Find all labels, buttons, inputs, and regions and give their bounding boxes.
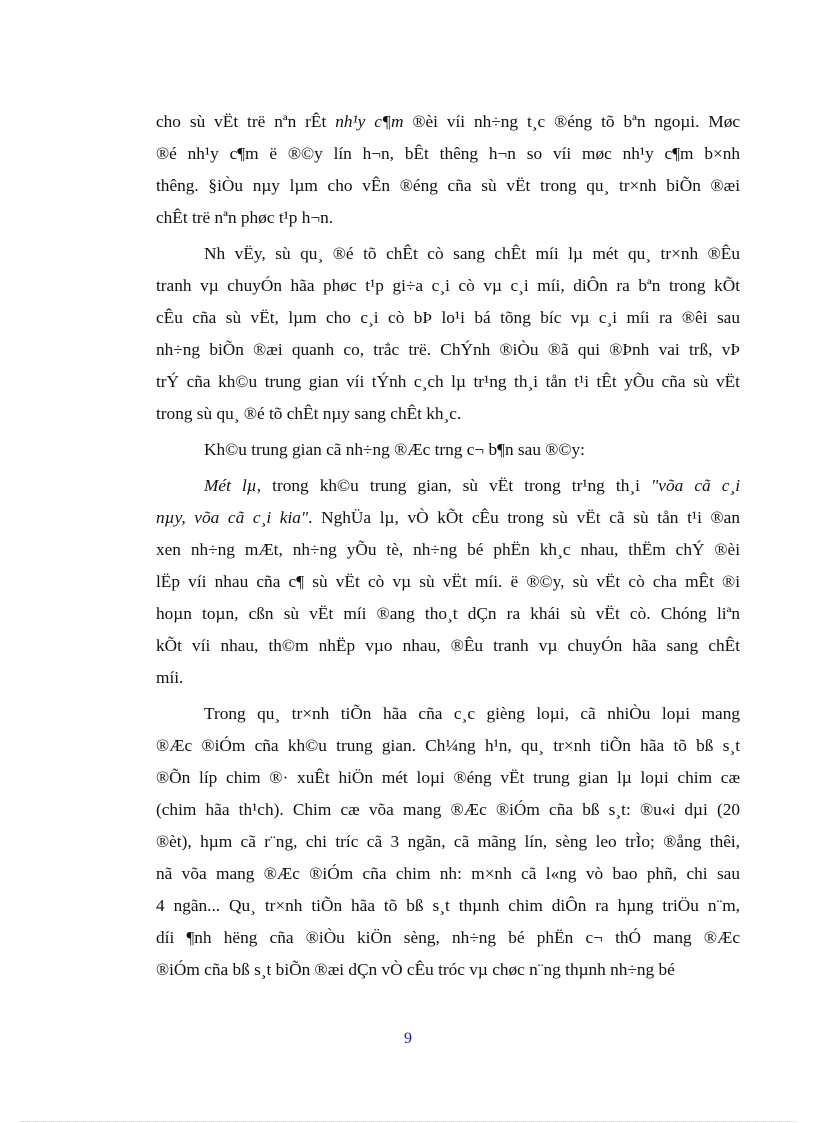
text-run: ®Õn líp chim ®· xuÊt hiÖn mét loµi ®éng vËt trung gian lµ loµi chim cæ <box>156 768 740 787</box>
text-run: nã võa mang ®Æc ®iÓm cña chim nh: m×nh cã l«ng vò bao phñ, chi sau <box>156 864 740 883</box>
text-line <box>156 826 740 858</box>
text-run: 4 ngãn... Qu¸ tr×nh tiÕn hãa tõ bß s¸t thµnh chim diÔn ra hµng triÖu n¨m, <box>156 896 740 915</box>
text-run: ®Æc ®iÓm cña kh©u trung gian. Ch¼ng h¹n, qu¸ tr×nh tiÕn hãa tõ bß s¸t <box>156 736 740 755</box>
text-line <box>156 630 740 662</box>
text-run: ®èt), hµm cã r¨ng, chi tríc cã 3 ngãn, cã mãng lín, sèng leo trÌo; ®ång thêi, <box>156 832 740 851</box>
text-run: Nh vËy, sù qu¸ ®é tõ chÊt cò sang chÊt míi lµ mét qu¸ tr×nh ®Êu <box>204 244 740 263</box>
text-line <box>156 858 740 890</box>
text-line <box>156 470 740 502</box>
text-run: díi ¶nh hëng cña ®iÒu kiÖn sèng, nh÷ng bé phËn c¬ thÓ mang ®Æc <box>156 928 740 947</box>
page-number: 9 <box>404 1030 412 1047</box>
text-run: chÊt trë nªn phøc t¹p h¬n. <box>156 208 334 227</box>
text-run: ®èi víi nh÷ng t¸c ®éng tõ bªn ngoµi. Møc <box>403 112 741 131</box>
text-line <box>156 890 740 922</box>
text-run: kÕt víi nhau, th©m nhËp vµo nhau, ®Êu tranh vµ chuyÓn hãa sang chÊt <box>156 636 740 655</box>
text-line <box>156 922 740 954</box>
text-run: Kh©u trung gian cã nh÷ng ®Æc trng c¬ b¶n sau ®©y: <box>204 440 585 459</box>
italic-text: "võa cã c¸i <box>651 476 741 495</box>
paragraph <box>156 434 740 466</box>
text-line <box>156 434 740 466</box>
text-line <box>156 398 740 430</box>
text-run: míi. <box>156 668 184 687</box>
text-run: tranh vµ chuyÓn hãa phøc t¹p gi÷a c¸i cò vµ c¸i míi, diÔn ra bªn trong kÕt <box>156 276 740 295</box>
paragraph <box>156 106 740 234</box>
text-line <box>156 534 740 566</box>
italic-text: nµy, võa cã c¸i kia" <box>156 508 309 527</box>
text-run: trong sù qu¸ ®é tõ chÊt nµy sang chÊt kh¸c. <box>156 404 462 423</box>
italic-text: Mét lµ <box>204 476 257 495</box>
text-run: lËp víi nhau cña c¶ sù vËt cò vµ sù vËt míi. ë ®©y, sù vËt cò cha mÊt ®i <box>156 572 740 591</box>
text-run: trÝ cña kh©u trung gian víi tÝnh c¸ch lµ tr¹ng th¸i tån t¹i tÊt yÕu cña sù vËt <box>156 372 740 391</box>
text-line <box>156 762 740 794</box>
text-run: xen nh÷ng mÆt, nh÷ng yÕu tè, nh÷ng bé phËn kh¸c nhau, thËm chÝ ®èi <box>156 540 740 559</box>
text-line <box>156 202 740 234</box>
document-body <box>156 106 740 990</box>
text-run: . NghÜa lµ, vÒ kÕt cÊu trong sù vËt cã sù tån t¹i ®an <box>308 508 740 527</box>
text-line <box>156 366 740 398</box>
text-run: (chim hãa th¹ch). Chim cæ võa mang ®Æc ®iÓm cña bß s¸t: ®u«i dµi (20 <box>156 800 740 819</box>
text-line <box>156 334 740 366</box>
text-line <box>156 566 740 598</box>
paragraph <box>156 470 740 694</box>
text-line <box>156 662 740 694</box>
text-run: Trong qu¸ tr×nh tiÕn hãa cña c¸c gièng loµi, cã nhiÒu loµi mang <box>204 704 740 723</box>
page-footer-divider <box>20 1121 796 1122</box>
text-run: , trong kh©u trung gian, sù vËt trong tr¹ng th¸i <box>256 476 652 495</box>
text-run: nh÷ng biÕn ®æi quanh co, trắc trë. ChÝnh ®iÒu ®ã qui ®Þnh vai trß, vÞ <box>156 340 740 359</box>
text-line <box>156 794 740 826</box>
text-line <box>156 170 740 202</box>
text-line <box>156 238 740 270</box>
paragraph <box>156 238 740 430</box>
italic-text: nh¹y c¶m <box>335 112 404 131</box>
text-run: hoµn toµn, cßn sù vËt míi ®ang tho¸t dÇn ra khái sù vËt cò. Chóng liªn <box>156 604 740 623</box>
text-line <box>156 302 740 334</box>
text-run: ®iÓm cña bß s¸t biÕn ®æi dÇn vÒ cÊu tróc vµ chøc n¨ng thµnh nh÷ng bé <box>156 960 675 979</box>
text-line <box>156 598 740 630</box>
text-run: cÊu cña sù vËt, lµm cho c¸i cò bÞ lo¹i bá tõng bíc vµ c¸i míi ra ®êi sau <box>156 308 740 327</box>
text-line <box>156 730 740 762</box>
text-line <box>156 138 740 170</box>
text-line <box>156 954 740 986</box>
text-run: ®é nh¹y c¶m ë ®©y lín h¬n, bÊt thêng h¬n so víi møc nh¹y c¶m b×nh <box>156 144 740 163</box>
text-line <box>156 698 740 730</box>
text-line <box>156 270 740 302</box>
text-line <box>156 106 740 138</box>
text-run: thêng. §iÒu nµy lµm cho vÊn ®éng cña sù vËt trong qu¸ tr×nh biÕn ®æi <box>156 176 740 195</box>
text-line <box>156 502 740 534</box>
paragraph <box>156 698 740 986</box>
text-run: cho sù vËt trë nªn rÊt <box>156 112 336 131</box>
